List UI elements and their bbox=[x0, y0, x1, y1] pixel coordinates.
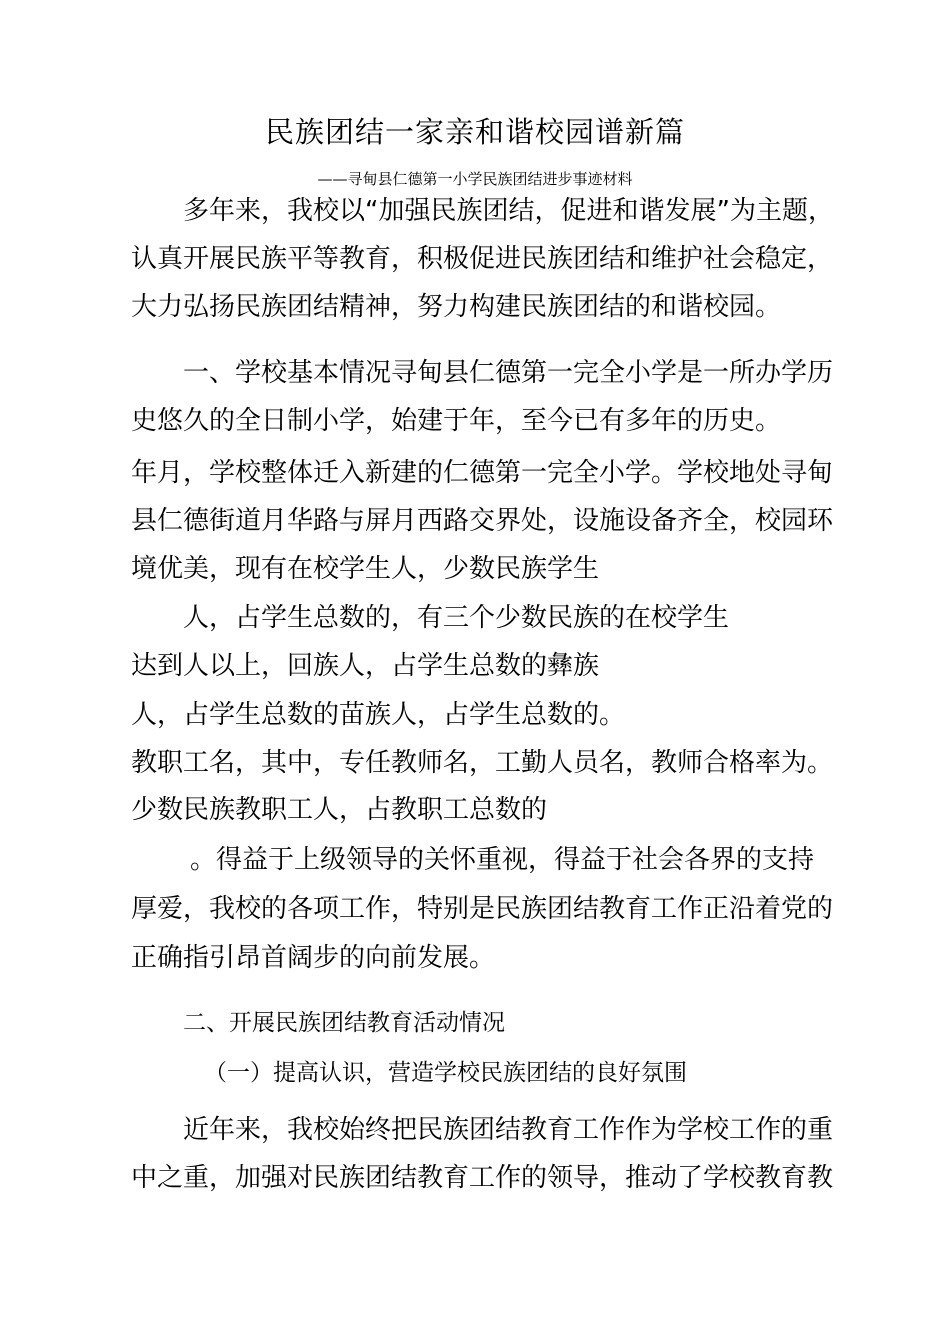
paragraph-line: 正确指引昂首阔步的向前发展。 bbox=[131, 943, 496, 973]
paragraph-line: 教职工名，其中，专任教师名，工勤人员名，教师合格率为。 bbox=[131, 748, 834, 778]
paragraph-line: 人，占学生总数的，有三个少数民族的在校学生 bbox=[183, 603, 730, 633]
paragraph-line: 大力弘扬民族团结精神，努力构建民族团结的和谐校园。 bbox=[131, 292, 782, 322]
paragraph-line: 中之重，加强对民族团结教育工作的领导，推动了学校教育教 bbox=[131, 1163, 834, 1193]
section-heading: 二、开展民族团结教育活动情况 bbox=[183, 1010, 505, 1036]
paragraph-line: 少数民族教职工人，占教职工总数的 bbox=[131, 795, 548, 825]
paragraph-line: 近年来，我校始终把民族团结教育工作作为学校工作的重 bbox=[183, 1115, 834, 1145]
paragraph-line: 县仁德街道月华路与屏月西路交界处，设施设备齐全，校园环 bbox=[131, 506, 834, 536]
paragraph-line: 。得益于上级领导的关怀重视，得益于社会各界的支持 bbox=[190, 845, 815, 875]
paragraph-line: 认真开展民族平等教育，积极促进民族团结和维护社会稳定， bbox=[131, 244, 834, 274]
paragraph-line: 人，占学生总数的苗族人，占学生总数的。 bbox=[131, 700, 626, 730]
paragraph-line: 境优美，现有在校学生人，少数民族学生 bbox=[131, 554, 600, 584]
paragraph-line: 一、学校基本情况寻甸县仁德第一完全小学是一所办学历 bbox=[183, 358, 834, 388]
document-title: 民族团结一家亲和谐校园谱新篇 bbox=[264, 115, 685, 149]
paragraph-line: 多年来，我校以“加强民族团结，促进和谐发展”为主题， bbox=[183, 196, 834, 226]
paragraph-line: 达到人以上，回族人，占学生总数的彝族 bbox=[131, 651, 600, 681]
subsection-heading: （一）提高认识，营造学校民族团结的良好氛围 bbox=[204, 1060, 687, 1086]
paragraph-line: 年月，学校整体迁入新建的仁德第一完全小学。学校地处寻甸 bbox=[131, 458, 834, 488]
paragraph-line: 史悠久的全日制小学，始建于年，至今已有多年的历史。 bbox=[131, 406, 782, 436]
paragraph-line: 厚爱，我校的各项工作，特别是民族团结教育工作正沿着党的 bbox=[131, 894, 834, 924]
document-subtitle: ——寻甸县仁德第一小学民族团结进步事迹材料 bbox=[317, 170, 633, 188]
